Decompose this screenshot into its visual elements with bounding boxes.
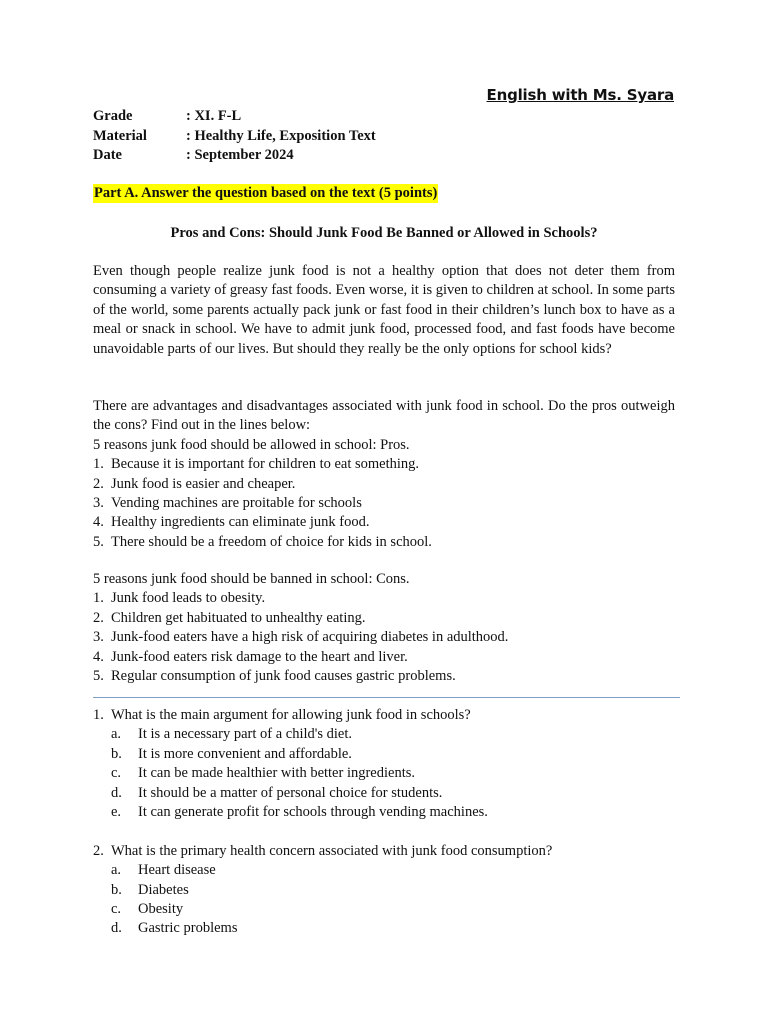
list-item: 4. Junk-food eaters risk damage to the heart and liver.: [93, 648, 408, 665]
question-text: What is the main argument for allowing junk food in schools?: [111, 707, 471, 723]
list-item: 3. Vending machines are proitable for schools: [93, 495, 362, 512]
question-1: [93, 706, 675, 822]
answer-option: c. It can be made healthier with better ingredients.: [111, 765, 416, 782]
questions-block: [93, 706, 675, 958]
meta-value: : Healthy Life, Exposition Text: [186, 127, 376, 144]
answer-option: d. Gastric problems: [111, 920, 238, 937]
cons-section: [93, 570, 675, 686]
question-2: [93, 842, 675, 939]
article-title: Pros and Cons: Should Junk Food Be Banned or Allowed in Schools?: [170, 225, 598, 241]
brand-title: English with Ms. Syara: [486, 86, 674, 104]
question-stem: [93, 706, 675, 725]
answer-option: a. Heart disease: [111, 862, 216, 879]
list-item: 2. Children get habituated to unhealthy eating.: [93, 609, 366, 626]
question-text: What is the primary health concern associated with junk food consumption?: [111, 842, 553, 859]
answer-options: [93, 725, 675, 822]
answer-option: b. Diabetes: [111, 881, 189, 898]
answer-option: d. It should be a matter of personal choice for students.: [111, 784, 443, 801]
list-item: 2. Junk food is easier and cheaper.: [93, 475, 296, 492]
meta-key: Material: [93, 127, 147, 144]
cons-list: [93, 589, 675, 686]
meta-block: [93, 107, 376, 166]
question-stem: [93, 842, 675, 861]
question-number: 1.: [93, 707, 104, 723]
question-number: 2.: [93, 842, 104, 859]
meta-row-grade: [93, 107, 376, 127]
list-item: 1. Because it is important for children to eat something.: [93, 456, 420, 473]
cons-heading: 5 reasons junk food should be banned in school: Cons.: [93, 571, 410, 587]
answer-option: e. It can generate profit for schools through vending machines.: [111, 804, 488, 821]
list-item: 4. Healthy ingredients can eliminate junk food.: [93, 514, 370, 531]
answer-option: a. It is a necessary part of a child's diet.: [111, 726, 352, 743]
pros-section: [93, 397, 675, 552]
intro-paragraph: [93, 262, 675, 359]
meta-row-material: [93, 127, 376, 147]
list-item: 5. Regular consumption of junk food causes gastric problems.: [93, 668, 456, 685]
answer-option: c. Obesity: [111, 901, 184, 918]
meta-value: : September 2024: [186, 147, 294, 163]
answer-option: b. It is more convenient and affordable.: [111, 745, 352, 762]
answer-options: [93, 861, 675, 939]
meta-row-date: [93, 146, 376, 166]
meta-value: : XI. F-L: [186, 108, 242, 124]
advantages-text: There are advantages and disadvantages associated with junk food in school. Do the pros outweigh the cons? Find out in the lines below:: [93, 398, 675, 434]
pros-heading: 5 reasons junk food should be allowed in school: Pros.: [93, 436, 410, 453]
pros-list: [93, 455, 675, 552]
intro-text: Even though people realize junk food is not a healthy option that does not deter them from consuming a variety of greasy fast foods. Even worse, it is given to children at school. In some parts of the world, some parents actually pack junk or fast food in their children’s lunch box to have as a meal or snack in school. We have to admit junk food, processed food, and fast foods have become unavoidable parts of our lives. But should they really be the only options for school kids?: [93, 263, 675, 357]
list-item: 5. There should be a freedom of choice for kids in school.: [93, 533, 432, 550]
part-a-instruction: Part A. Answer the question based on the text (5 points): [93, 184, 438, 203]
meta-key: Date: [93, 147, 122, 163]
list-item: 3. Junk-food eaters have a high risk of acquiring diabetes in adulthood.: [93, 629, 509, 646]
meta-key: Grade: [93, 108, 133, 124]
list-item: 1. Junk food leads to obesity.: [93, 590, 266, 607]
section-divider: [93, 697, 680, 698]
